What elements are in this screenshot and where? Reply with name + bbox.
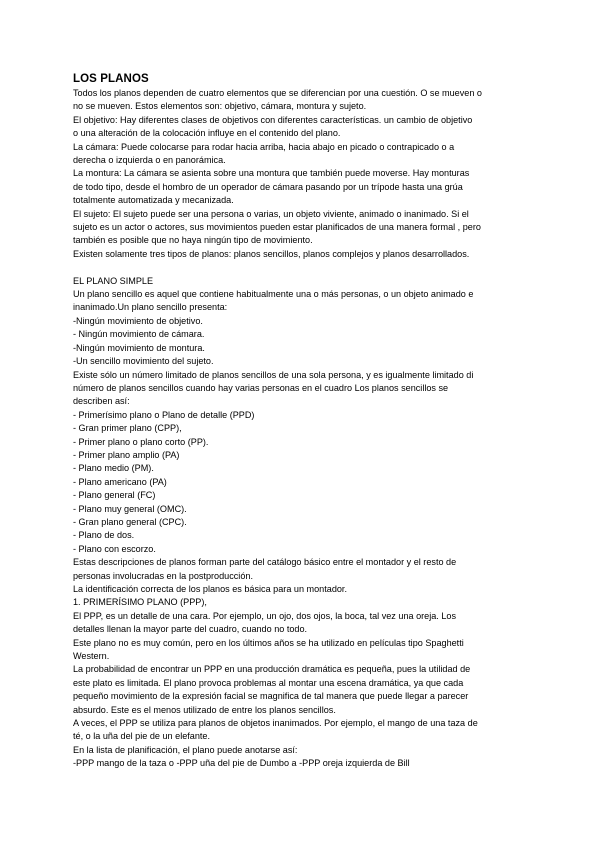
document-title: LOS PLANOS <box>73 73 149 85</box>
list-item: - Plano de dos. <box>73 530 135 541</box>
text-line: número de planos sencillos cuando hay varias personas en el cuadro Los planos sencillos se <box>73 382 449 393</box>
list-item: -Un sencillo movimiento del sujeto. <box>73 356 214 367</box>
list-item: - Plano americano (PA) <box>73 476 167 487</box>
text-line: Existe sólo un número limitado de planos sencillos de una sola persona, y es igualmente limitado di <box>73 369 474 380</box>
intro-section <box>73 87 543 261</box>
text-line: totalmente automatizada y mecanizada. <box>73 195 234 206</box>
plano-simple-section <box>73 275 543 771</box>
list-item: - Gran primer plano (CPP), <box>73 423 182 434</box>
list-item: - Primer plano o plano corto (PP). <box>73 436 209 447</box>
list-item: - Ningún movimiento de cámara. <box>73 329 205 340</box>
text-line: o una alteración de la colocación influye en el contenido del plano. <box>73 128 341 139</box>
paragraph-gap <box>73 261 543 274</box>
text-line: también es posible que no haya ningún tipo de movimiento. <box>73 235 313 246</box>
text-line: Todos los planos dependen de cuatro elementos que se diferencian por una cuestión. O se mueven o <box>73 88 482 98</box>
text-line: Un plano sencillo es aquel que contiene habitualmente una o más personas, o un objeto animado e <box>73 289 474 300</box>
text-line: pequeño movimiento de la expresión facial se magnifica de tal manera que puede llegar a parecer <box>73 691 469 702</box>
list-item: - Primerísimo plano o Plano de detalle (PPD) <box>73 409 255 420</box>
text-line: sujeto es un actor o actores, sus movimientos pueden estar planificados de una manera formal , pero <box>73 222 481 233</box>
list-item: - Plano muy general (OMC). <box>73 503 187 514</box>
list-item: -Ningún movimiento de montura. <box>73 342 205 353</box>
text-line: La probabilidad de encontrar un PPP en una producción dramática es pequeña, pues la utilidad de <box>73 664 471 675</box>
document-body <box>73 71 543 771</box>
text-line: Estas descripciones de planos forman parte del catálogo básico entre el montador y el resto de <box>73 557 457 568</box>
text-line: no se mueven. Estos elementos son: objetivo, cámara, montura y sujeto. <box>73 101 367 112</box>
text-line: En la lista de planificación, el plano puede anotarse así: <box>73 744 298 755</box>
list-item: - Plano medio (PM). <box>73 463 154 474</box>
text-line: de todo tipo, desde el hombro de un operador de cámara pasando por un trípode hasta una grúa <box>73 181 463 192</box>
text-line: La identificación correcta de los planos es básica para un montador. <box>73 584 347 595</box>
text-line: La montura: La cámara se asienta sobre una montura que también puede moverse. Hay monturas <box>73 168 470 179</box>
list-item: - Plano con escorzo. <box>73 543 156 554</box>
text-line: inanimado.Un plano sencillo presenta: <box>73 302 228 313</box>
text-line: describen así: <box>73 396 130 407</box>
text-line: El objetivo: Hay diferentes clases de objetivos con diferentes características. un cambio de objetivo <box>73 114 473 125</box>
text-line: personas involucradas en la postproducción. <box>73 570 253 581</box>
list-item: - Plano general (FC) <box>73 490 156 501</box>
text-line: A veces, el PPP se utiliza para planos de objetos inanimados. Por ejemplo, el mango de una taza de <box>73 718 478 729</box>
text-line: El PPP, es un detalle de una cara. Por ejemplo, un ojo, dos ojos, la boca, tal vez una oreja. Los <box>73 610 457 621</box>
section-heading: EL PLANO SIMPLE <box>73 275 154 286</box>
text-line: La cámara: Puede colocarse para rodar hacia arriba, hacia abajo en picado o contrapicado o a <box>73 141 455 152</box>
text-line: El sujeto: El sujeto puede ser una persona o varias, un objeto viviente, animado o inanimado. Si el <box>73 208 469 219</box>
text-line: té, o la uña del pie de un elefante. <box>73 731 211 742</box>
text-line: Este plano no es muy común, pero en los últimos años se ha utilizado en películas tipo Spaghetti <box>73 637 464 648</box>
text-line: este plato es limitada. El plano provoca problemas al montar una escena dramática, ya que cada <box>73 677 464 688</box>
text-line: Existen solamente tres tipos de planos: planos sencillos, planos complejos y planos desarrollados. <box>73 248 470 259</box>
text-line: Western. <box>73 651 110 662</box>
list-item: -Ningún movimiento de objetivo. <box>73 315 203 326</box>
text-line: absurdo. Este es el menos utilizado de entre los planos sencillos. <box>73 704 336 715</box>
subsection-heading: 1. PRIMERÍSIMO PLANO (PPP), <box>73 597 207 608</box>
list-item: - Primer plano amplio (PA) <box>73 449 180 460</box>
text-line: -PPP mango de la taza o -PPP uña del pie de Dumbo a -PPP oreja izquierda de Bill <box>73 758 410 769</box>
list-item: - Gran plano general (CPC). <box>73 516 187 527</box>
text-line: derecha o izquierda o en panorámica. <box>73 155 226 166</box>
text-line: detalles llenan la mayor parte del cuadro, cuando no todo. <box>73 624 308 635</box>
